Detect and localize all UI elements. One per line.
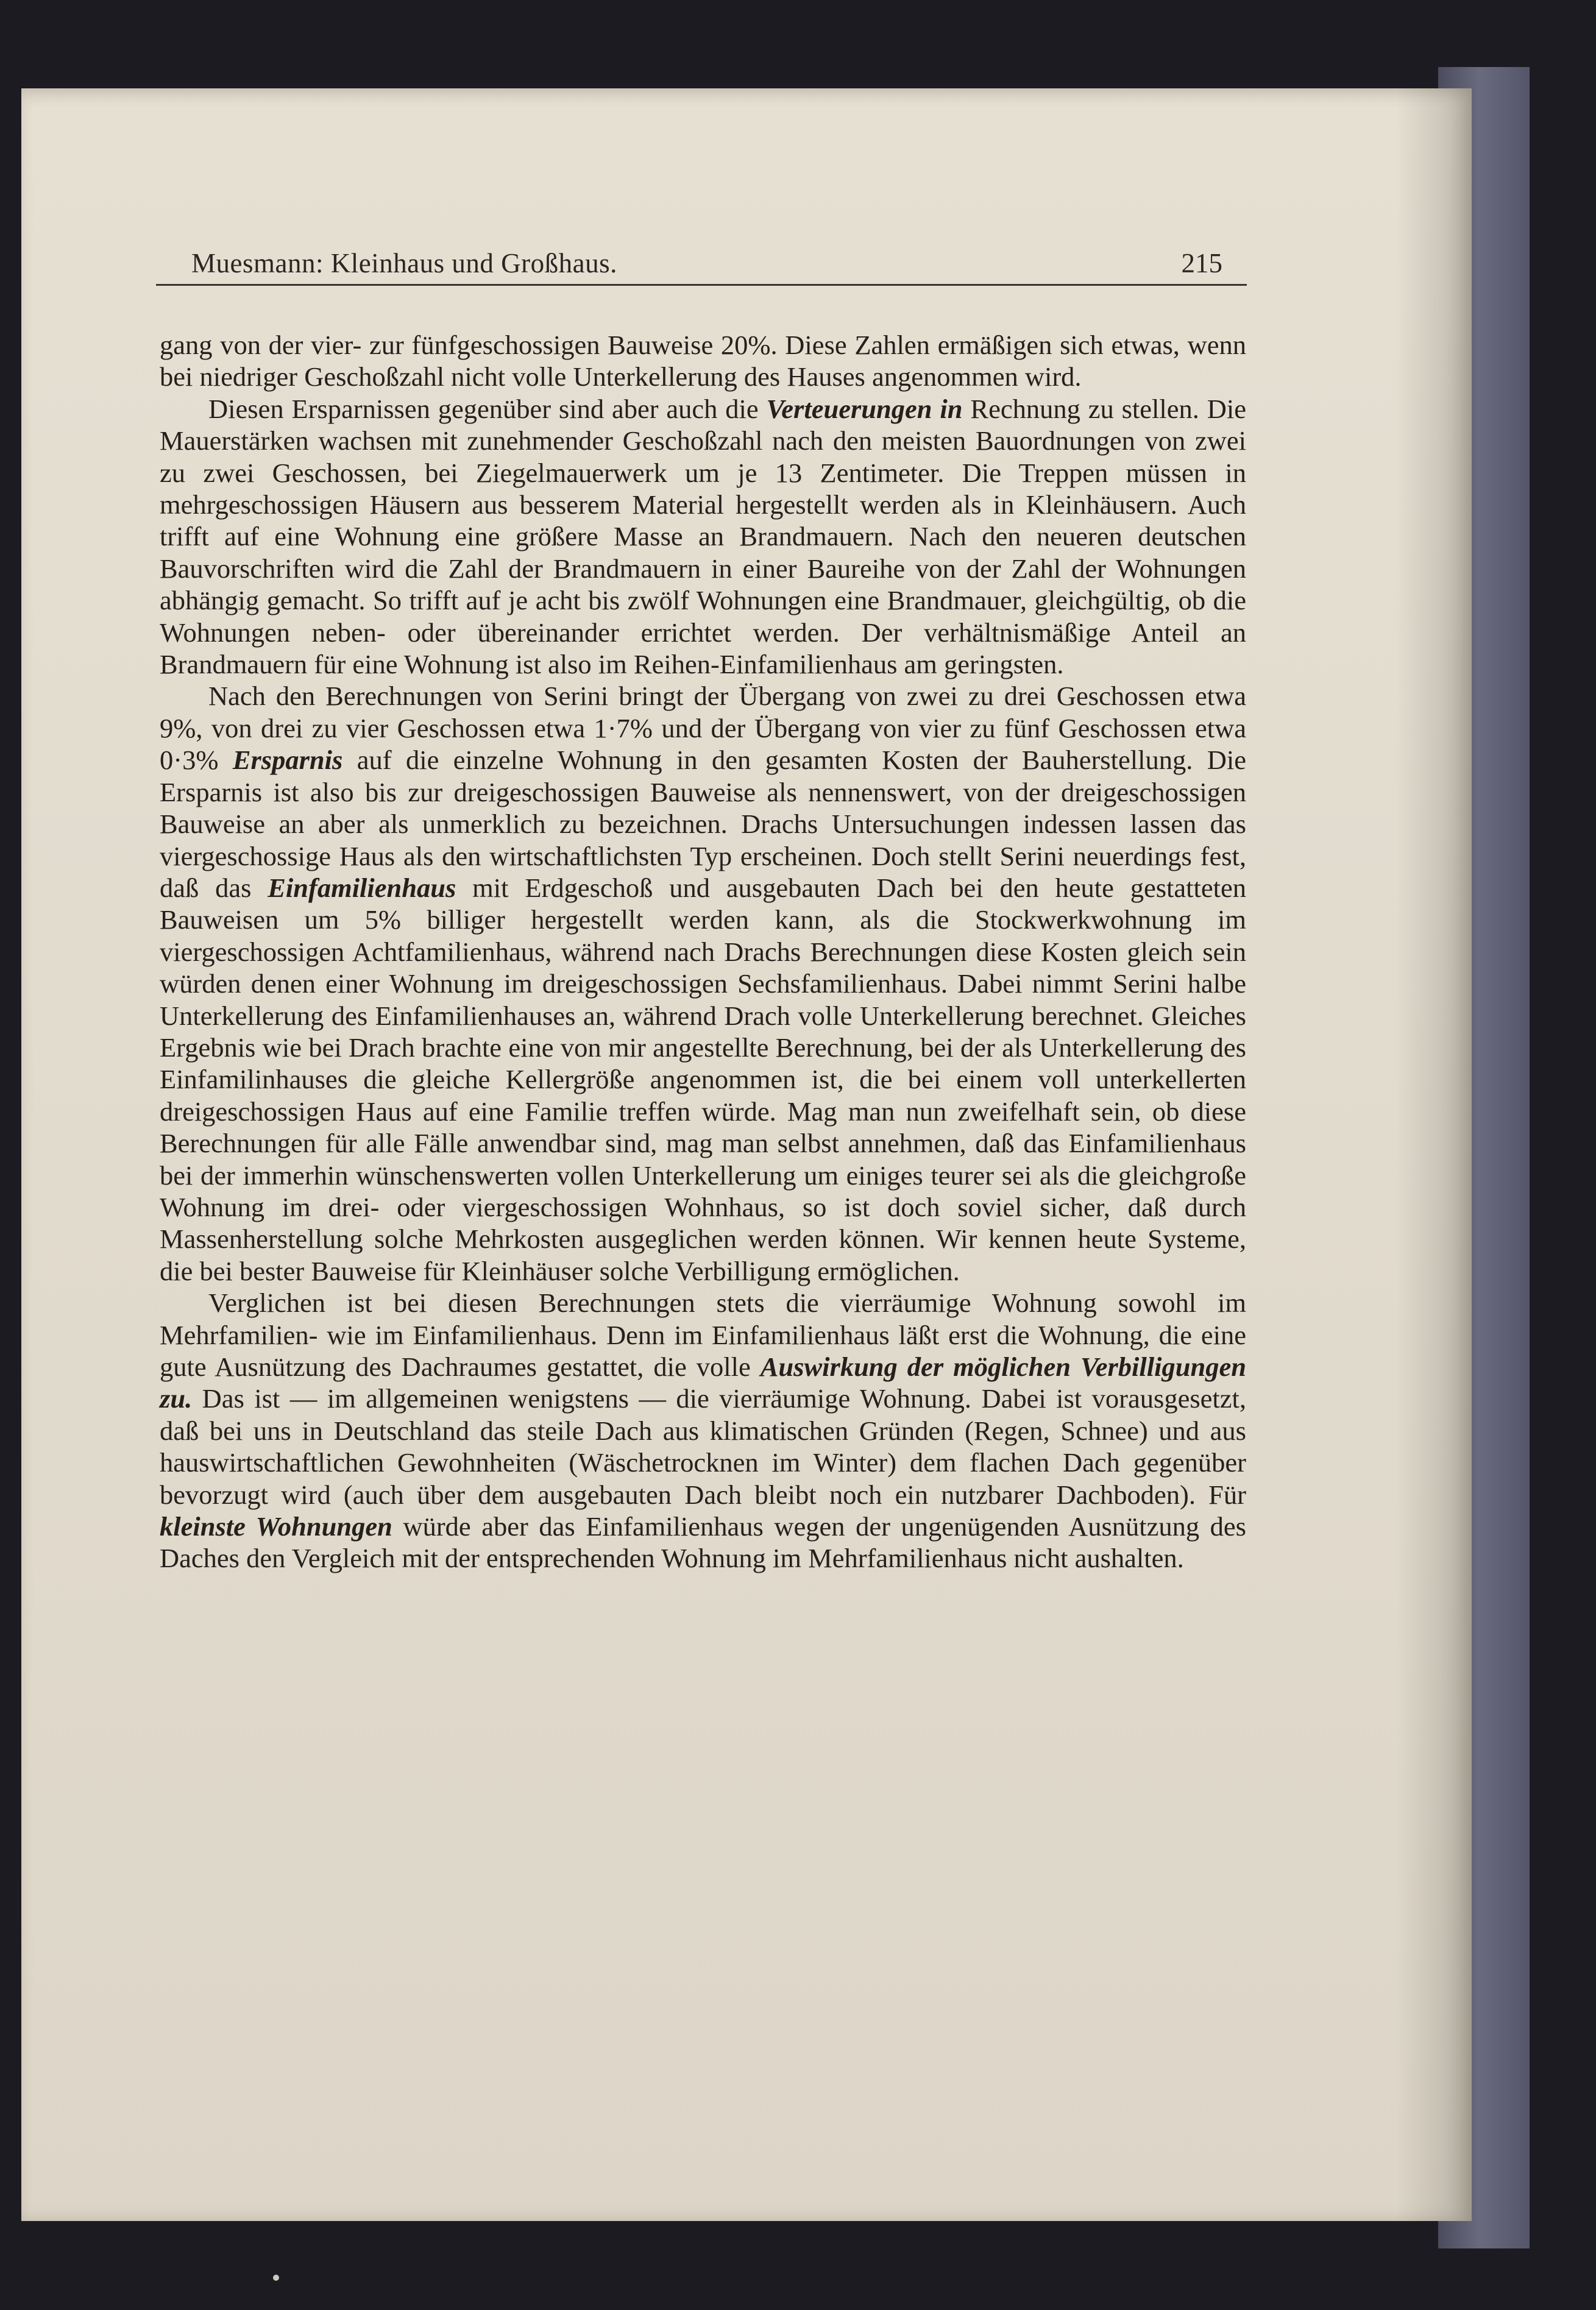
text-run: Nach den Berechnungen von Serini bringt der Übergang von zwei zu drei Geschossen etwa 9%, von drei zu vier Geschossen etwa 1·7% und der Übergang von vier zu fünf Geschossen etwa 0·3% [160,681,1246,776]
emphasized-text: Verteuerungen in [766,393,963,424]
running-head-title: Muesmann: Kleinhaus und Großhaus. [191,248,617,278]
text-run: Das ist — im allgemeinen wenigstens — die vierräumige Wohnung. Dabei ist vorausgesetzt, daß bei uns in Deutschland das steile Dach aus klimatischen Gründen (Regen, Schnee) und aus hauswirtschaftlichen Gewohnheiten (Wäschetrocknen im Winter) dem flachen Dach gegenüber bevorzugt wird (auch über dem ausgebauten Dach bleibt noch ein nutzbarer Dachboden). Für [160,1383,1246,1510]
body-text [160,329,1246,1575]
emphasized-text: Einfamilienhaus [268,872,456,903]
text-run: Verglichen ist bei diesen Berechnungen stets die vierräumige Wohnung sowohl im Mehrfamilien- wie im Einfamilienhaus. Denn im Einfamilienhaus läßt erst die Wohnung, die eine gute Ausnützung des Dachraumes gestattet, die volle [160,1288,1246,1382]
paragraph [160,1287,1246,1575]
text-run: auf die einzelne Wohnung in den gesamten Kosten der Bauherstellung. Die Ersparnis ist also bis zur dreigeschossigen Bauweise als nennenswert, von der dreigeschossigen Bauweise an aber als unmerklich zu bezeichnen. Drachs Untersuchungen indessen lassen das viergeschossige Haus als den wirtschaftlichsten Typ erscheinen. Doch stellt Serini neuerdings fest, daß das [160,745,1246,903]
paper-speck [273,2275,279,2281]
paragraph [160,329,1246,393]
text-run: mit Erdgeschoß und ausgebauten Dach bei den heute gestatteten Bauweisen um 5% billiger hergestellt werden kann, als die Stockwerkwohnung im viergeschossigen Achtfamilienhaus, während nach Drachs Berechnungen diese Kosten gleich sein würden denen einer Wohnung im dreigeschossigen Sechsfamilienhaus. Dabei nimmt Serini halbe Unterkellerung des Einfamilienhauses an, während Drach volle Unterkellerung berechnet. Gleiches Ergebnis wie bei Drach brachte eine von mir angestellte Berechnung, bei der als Unterkellerung des Einfamilinhauses die gleiche Kellergröße angenommen ist, die bei einem voll unterkellerten dreigeschossigen Haus auf eine Familie treffen würde. Mag man nun zweifelhaft sein, ob diese Berechnungen für alle Fälle anwendbar sind, mag man selbst annehmen, daß das Einfamilienhaus bei der immerhin wünschenswerten vollen Unterkellerung um einiges teurer sei als die gleichgroße Wohnung im drei- oder viergeschossigen Wohnhaus, so ist doch soviel sicher, daß durch Massenherstellung solche Mehrkosten ausgeglichen werden können. Wir kennen heute Systeme, die bei bester Bauweise für Kleinhäuser solche Verbilligung ermöglichen. [160,872,1246,1286]
emphasized-text: Auswirkung der möglichen Verbilligungen zu. [160,1352,1246,1414]
page-number: 215 [1181,248,1222,278]
emphasized-text: kleinste Wohnungen [160,1511,392,1542]
page-gutter-shadow [1396,88,1472,2221]
text-run: Rechnung zu stellen. Die Mauerstärken wachsen mit zunehmender Geschoßzahl nach den meisten Bauordnungen von zwei zu zwei Geschossen, bei Ziegelmauerwerk um je 13 Zentimeter. Die Treppen müssen in mehrgeschossigen Häusern aus besserem Material hergestellt werden als in Kleinhäusern. Auch trifft auf eine Wohnung eine größere Masse an Brandmauern. Nach den neueren deutschen Bauvorschriften wird die Zahl der Brandmauern in einer Baureihe von der Zahl der Wohnungen abhängig gemacht. So trifft auf je acht bis zwölf Wohnungen eine Brandmauer, gleichgültig, ob die Wohnungen neben- oder übereinander errichtet werden. Der verhältnismäßige Anteil an Brandmauern für eine Wohnung ist also im Reihen-Einfamilienhaus am geringsten. [160,393,1246,680]
paragraph [160,393,1246,681]
text-run: gang von der vier- zur fünfgeschossigen Bauweise 20%. Diese Zahlen ermäßigen sich etwas, wenn bei niedriger Geschoßzahl nicht volle Unterkellerung des Hauses angenommen wird. [160,330,1246,392]
paragraph [160,680,1246,1287]
text-run: würde aber das Einfamilienhaus wegen der ungenügenden Ausnützung des Daches den Vergleich mit der entsprechenden Wohnung im Mehrfamilienhaus nicht aushalten. [160,1511,1246,1574]
emphasized-text: Ersparnis [232,745,343,776]
text-run: Diesen Ersparnissen gegenüber sind aber auch die [208,393,767,424]
running-head [156,241,1247,286]
